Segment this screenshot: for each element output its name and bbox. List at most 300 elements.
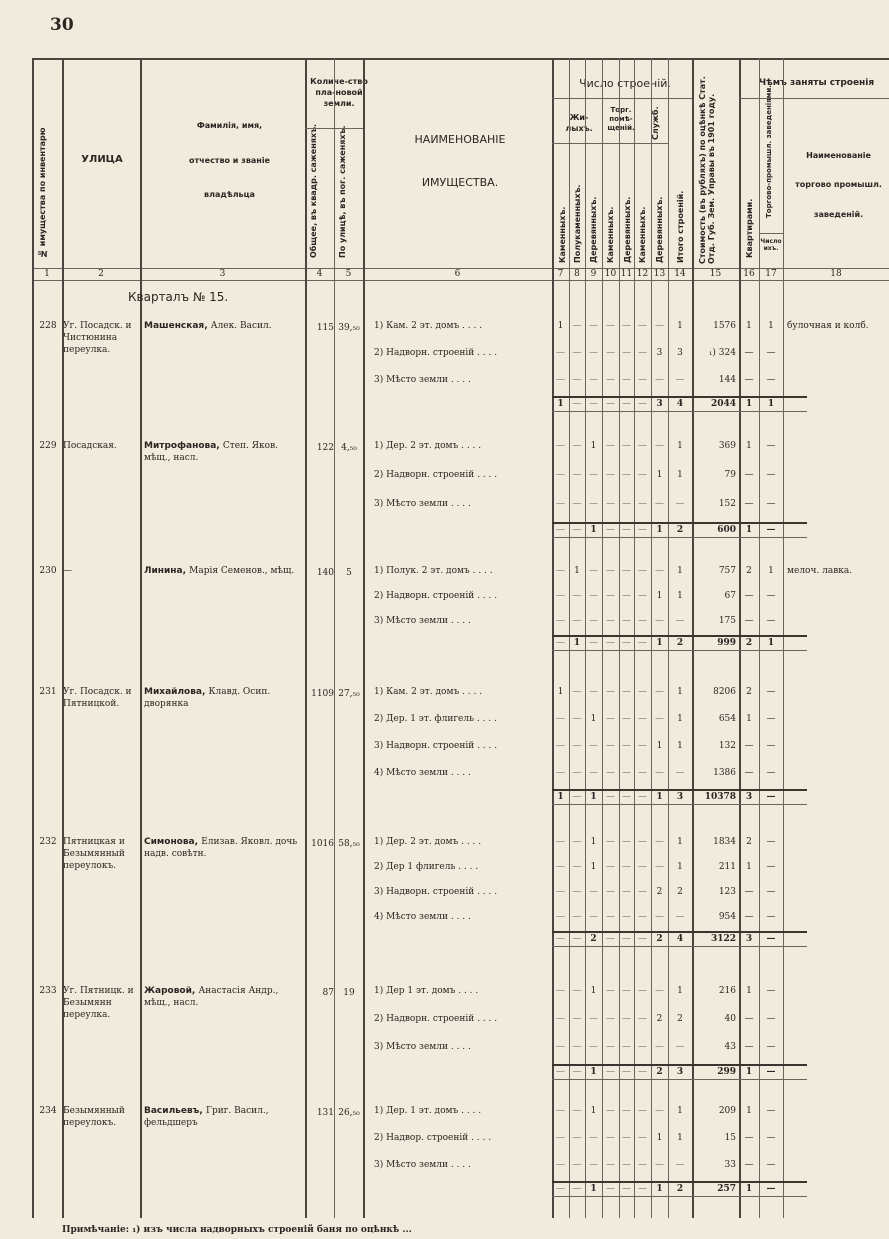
record-number: 233 (39, 986, 57, 996)
numbers-row-rule (32, 280, 889, 281)
item-c7: — (556, 1106, 565, 1116)
item-c9: — (589, 1133, 598, 1143)
total-c17: — (766, 525, 776, 535)
item-c12: — (638, 616, 647, 626)
item-c13: 2 (656, 887, 663, 897)
item-c9: — (589, 687, 598, 697)
record-frontage: 26,₅₀ (338, 1108, 360, 1118)
item-c7: — (556, 768, 565, 778)
item-c7: — (556, 1133, 565, 1143)
hdr-c13: Деревянныхъ. (655, 196, 664, 263)
owner-surname: Михайлова, (144, 687, 209, 697)
item-c8: — (572, 348, 582, 358)
item-c14: 2 (677, 1014, 683, 1024)
record-street: — (63, 566, 72, 576)
hdr-value: Стоимость (въ рубляхъ) по оцѣнкѣ Стат. Отд. Губ. Зем. Управы въ 1901 году. (698, 76, 716, 264)
totals-bottom-rule (552, 804, 807, 805)
item-c17: — (766, 616, 776, 626)
column-rule (62, 58, 64, 1218)
item-c14: 1 (677, 986, 683, 996)
owner-surname: Митрофанова, (144, 441, 223, 451)
item-value: 211 (718, 862, 736, 872)
item-c7: — (556, 441, 565, 451)
total-c11: — (622, 792, 631, 802)
record-owner (144, 985, 304, 1009)
item-c17: — (766, 862, 776, 872)
total-c7: — (556, 525, 565, 535)
item-value: 43 (724, 1042, 736, 1052)
count-subheader-rule (759, 233, 783, 234)
total-c14: 2 (676, 1184, 684, 1194)
item-c8: — (572, 1160, 582, 1170)
item-c13: — (655, 714, 664, 724)
record-street: Уг. Посадск. и Чистюнина переулка. (63, 321, 132, 355)
item-c12: — (638, 470, 647, 480)
item-c13: — (655, 1042, 664, 1052)
item-c8: — (572, 1133, 582, 1143)
item-c10: — (606, 862, 615, 872)
item-value: 175 (718, 616, 736, 626)
total-c16: 2 (745, 638, 753, 648)
record-owner (144, 686, 304, 710)
item-c17: — (766, 470, 776, 480)
item-c11: — (622, 321, 631, 331)
item-c10: — (606, 616, 615, 626)
item-c10: — (606, 687, 615, 697)
item-c7: — (556, 591, 565, 601)
owner-details: Григ. Васил., фельдшеръ (144, 1106, 269, 1128)
item-c9: — (589, 348, 598, 358)
column-number: 17 (765, 269, 777, 279)
hdr-c16: Квартирами. (745, 198, 754, 258)
total-c16: 1 (745, 1067, 753, 1077)
item-value: 132 (718, 741, 736, 751)
item-c10: — (606, 591, 615, 601)
owner-surname: Линина, (144, 566, 190, 576)
item-c11: — (622, 837, 631, 847)
item-c12: — (638, 1106, 647, 1116)
totals-bottom-rule (552, 1079, 807, 1080)
item-c14: 2 (677, 887, 683, 897)
item-c18: мелоч. лавка. (787, 566, 853, 576)
item-c14: 1 (677, 837, 683, 847)
item-c10: — (606, 1160, 615, 1170)
item-c11: — (622, 616, 631, 626)
total-c13: 1 (656, 1184, 663, 1194)
total-c10: — (606, 638, 615, 648)
hdr-c17-count: Число ихъ. (760, 238, 782, 252)
item-c10: — (606, 566, 615, 576)
total-c12: — (638, 1184, 647, 1194)
item-c14: 1 (677, 1133, 683, 1143)
item-c8: — (572, 470, 582, 480)
item-name: 3) Мѣсто земли . . . . (374, 375, 471, 385)
item-c10: — (606, 375, 615, 385)
record-area-total: 1016 (311, 839, 334, 849)
total-c14: 2 (676, 638, 684, 648)
record-owner (144, 836, 304, 860)
total-c8: 1 (573, 638, 581, 648)
column-rule (783, 58, 784, 1218)
hdr-c14: Итого строеній. (676, 190, 685, 263)
item-c11: — (622, 714, 631, 724)
column-number: 15 (709, 269, 722, 279)
total-c13: 1 (656, 792, 663, 802)
item-c13: — (655, 687, 664, 697)
item-c16: — (744, 1160, 754, 1170)
item-c10: — (606, 470, 615, 480)
total-c12: — (638, 1067, 647, 1077)
item-c11: — (622, 862, 631, 872)
item-c16: 2 (746, 687, 752, 697)
item-c10: — (606, 348, 615, 358)
item-c16: 1 (746, 714, 752, 724)
item-c14: 1 (677, 741, 683, 751)
item-c11: — (622, 1133, 631, 1143)
total-c8: — (572, 1184, 582, 1194)
total-c8: — (572, 399, 582, 409)
item-c17: — (766, 912, 776, 922)
item-c14: — (675, 375, 685, 385)
item-name: 4) Мѣсто земли . . . . (374, 768, 471, 778)
item-c12: — (638, 1014, 647, 1024)
item-c12: — (638, 862, 647, 872)
item-c16: — (744, 912, 754, 922)
item-c7: — (556, 1160, 565, 1170)
item-name: 1) Дер. 2 эт. домъ . . . . (374, 441, 482, 451)
item-c8: — (572, 862, 582, 872)
totals-bottom-rule (552, 946, 807, 947)
item-c13: — (655, 1160, 664, 1170)
item-c17: — (766, 837, 776, 847)
item-c10: — (606, 1133, 615, 1143)
item-c12: — (638, 348, 647, 358)
hdr-property-2: ИМУЩЕСТВА. (421, 176, 499, 189)
record-frontage: 39,₅₀ (338, 323, 360, 333)
item-name: 2) Дер. 1 эт. флигель . . . . (374, 714, 497, 724)
column-number: 8 (574, 269, 580, 279)
item-c17: 1 (768, 321, 774, 331)
record-street: Уг. Пятницк. и Безымянн переулка. (63, 986, 134, 1020)
item-c9: — (589, 768, 598, 778)
owner-details: Анастасія Андр., мѣщ., насл. (144, 986, 279, 1008)
item-c16: 1 (746, 321, 752, 331)
item-value: 1386 (713, 768, 736, 778)
item-c17: — (766, 887, 776, 897)
item-value: 152 (718, 499, 736, 509)
item-c13: — (655, 768, 664, 778)
item-c14: 1 (677, 591, 683, 601)
item-c16: — (744, 375, 754, 385)
item-c9: — (589, 499, 598, 509)
record-number: 230 (39, 566, 57, 576)
record-area-total: 122 (316, 443, 334, 453)
item-c13: — (655, 499, 664, 509)
record-area-total: 140 (316, 568, 334, 578)
item-name: 3) Мѣсто земли . . . . (374, 616, 471, 626)
total-c9: 2 (590, 934, 597, 944)
total-c9: — (589, 638, 598, 648)
item-c14: 3 (677, 348, 683, 358)
item-c17: — (766, 986, 776, 996)
total-c10: — (606, 1067, 615, 1077)
total-c11: — (622, 638, 631, 648)
item-c7: — (556, 470, 565, 480)
total-value: 10378 (704, 792, 736, 802)
item-c10: — (606, 321, 615, 331)
item-c8: — (572, 616, 582, 626)
hdr-area-total: Общее, въ квадр. саженяхъ. (309, 123, 318, 258)
item-c11: — (622, 375, 631, 385)
record-street: Пятницкая и Безымянный переулокъ. (63, 837, 125, 871)
total-c13: 3 (656, 399, 663, 409)
record-area-total: 115 (316, 323, 334, 333)
item-c14: 1 (677, 1106, 683, 1116)
total-c12: — (638, 934, 647, 944)
item-c9: — (589, 566, 598, 576)
item-c17: — (766, 348, 776, 358)
total-c14: 2 (676, 525, 684, 535)
item-c14: — (675, 768, 685, 778)
total-c9: 1 (590, 1067, 597, 1077)
total-value: 2044 (710, 399, 736, 409)
item-c12: — (638, 375, 647, 385)
total-c13: 2 (656, 1067, 663, 1077)
item-name: 1) Дер. 1 эт. домъ . . . . (374, 1106, 482, 1116)
item-c17: — (766, 375, 776, 385)
record-number: 231 (39, 687, 57, 697)
item-c13: — (655, 862, 664, 872)
item-c9: 1 (590, 714, 597, 724)
item-c16: — (744, 616, 754, 626)
owner-details: Степ. Яков. мѣщ., насл. (144, 441, 278, 463)
item-c8: — (572, 687, 582, 697)
item-c7: — (556, 912, 565, 922)
item-c9: 1 (590, 441, 597, 451)
hdr-land-group: Количе-ство пла-новой земли. (310, 77, 368, 108)
item-value: 144 (718, 375, 736, 385)
record-owner (144, 1105, 304, 1129)
item-c12: — (638, 741, 647, 751)
item-c10: — (606, 1042, 615, 1052)
item-c11: — (622, 768, 631, 778)
hdr-owner-1: Фамилія, имя, (196, 121, 263, 130)
item-value: 123 (718, 887, 736, 897)
item-name: 2) Надвор. строеній . . . . (374, 1133, 492, 1143)
total-c9: 1 (590, 525, 597, 535)
total-c17: — (766, 1184, 776, 1194)
item-c8: — (572, 375, 582, 385)
item-c16: — (744, 348, 754, 358)
record-area-total: 1109 (311, 689, 334, 699)
hdr-col1: № имущества по инвентарю (38, 127, 47, 258)
total-c14: 3 (676, 1067, 684, 1077)
item-c14: — (675, 616, 685, 626)
item-name: 1) Кам. 2 эт. домъ . . . . (374, 321, 483, 331)
hdr-c9: Деревянныхъ. (589, 196, 598, 263)
record-frontage: 4,₅₀ (341, 443, 357, 453)
hdr-street: УЛИЦА (81, 154, 123, 165)
hdr-c11: Деревянныхъ. (623, 196, 632, 263)
item-c16: — (744, 470, 754, 480)
totals-bottom-rule (552, 537, 807, 538)
column-number: 9 (590, 269, 597, 279)
total-c13: 1 (656, 525, 663, 535)
record-street: Посадская. (63, 441, 117, 451)
owner-surname: Машенская, (144, 321, 211, 331)
column-number: 6 (454, 269, 461, 279)
hdr-c8: Полукаменныхъ. (573, 184, 582, 263)
total-c17: — (766, 792, 776, 802)
item-name: 1) Дер. 2 эт. домъ . . . . (374, 837, 482, 847)
item-c16: 1 (746, 1106, 752, 1116)
item-c14: — (675, 499, 685, 509)
total-c11: — (622, 1067, 631, 1077)
item-c16: 1 (746, 862, 752, 872)
item-c9: — (589, 1014, 598, 1024)
total-c17: — (766, 934, 776, 944)
item-c12: — (638, 591, 647, 601)
item-c10: — (606, 837, 615, 847)
item-name: 2) Дер 1 флигель . . . . (374, 862, 479, 872)
record-owner (144, 320, 304, 332)
total-c17: — (766, 1067, 776, 1077)
totals-bottom-rule (552, 411, 807, 412)
column-rule (334, 58, 335, 1218)
record-frontage: 19 (343, 988, 355, 998)
item-c8: — (572, 912, 582, 922)
item-c14: 1 (677, 441, 683, 451)
item-c12: — (638, 714, 647, 724)
item-c11: — (622, 591, 631, 601)
item-c12: — (638, 912, 647, 922)
item-c12: — (638, 768, 647, 778)
item-c16: — (744, 591, 754, 601)
item-c8: — (572, 986, 582, 996)
item-name: 2) Надворн. строеній . . . . (374, 591, 498, 601)
item-c11: — (622, 348, 631, 358)
item-c12: — (638, 687, 647, 697)
item-c11: — (622, 687, 631, 697)
item-c13: — (655, 566, 664, 576)
total-c13: 1 (656, 638, 663, 648)
hdr-buildings-group: Число строеній. (579, 77, 671, 90)
item-c7: — (556, 837, 565, 847)
item-value: 216 (718, 986, 736, 996)
hdr-occupied-group: Чѣмъ заняты строенія (758, 78, 875, 88)
total-c16: 3 (745, 934, 753, 944)
item-c14: 1 (677, 862, 683, 872)
owner-details: Клавд. Осип. дворянка (144, 687, 271, 709)
item-c14: — (675, 1042, 685, 1052)
total-c10: — (606, 399, 615, 409)
record-number: 229 (39, 441, 57, 451)
item-c17: — (766, 1106, 776, 1116)
item-c13: — (655, 441, 664, 451)
item-c16: 2 (746, 566, 752, 576)
item-c17: — (766, 741, 776, 751)
item-c8: — (572, 321, 582, 331)
column-number: 2 (98, 269, 104, 279)
item-c12: — (638, 1160, 647, 1170)
item-name: 2) Надворн. строеній . . . . (374, 348, 498, 358)
column-number: 1 (44, 269, 50, 279)
item-c12: — (638, 837, 647, 847)
hdr-residential: Жи-лыхъ. (565, 113, 593, 133)
record-frontage: 5 (346, 568, 352, 578)
total-c17: 1 (767, 399, 775, 409)
item-name: 3) Надворн. строеній . . . . (374, 741, 498, 751)
total-c12: — (638, 792, 647, 802)
column-number: 16 (743, 269, 755, 279)
total-c12: — (638, 525, 647, 535)
owner-surname: Симонова, (144, 837, 202, 847)
total-c16: 1 (745, 525, 753, 535)
occupied-subheader-rule (739, 98, 889, 99)
item-c9: 1 (590, 1106, 597, 1116)
item-c7: — (556, 616, 565, 626)
item-value: 954 (718, 912, 736, 922)
hdr-property-1: НАИМЕНОВАНІЕ (414, 133, 506, 146)
item-c8: — (572, 441, 582, 451)
hdr-c17: Торгово-промышл. заведеніями. (765, 85, 773, 218)
item-c11: — (622, 1014, 631, 1024)
item-c10: — (606, 441, 615, 451)
item-c8: — (572, 591, 582, 601)
total-c10: — (606, 1184, 615, 1194)
total-c10: — (606, 792, 615, 802)
item-c11: — (622, 912, 631, 922)
record-number: 234 (39, 1106, 57, 1116)
item-c7: — (556, 862, 565, 872)
item-c14: 1 (677, 714, 683, 724)
item-value: 15 (724, 1133, 736, 1143)
item-c16: — (744, 768, 754, 778)
item-c7: 1 (557, 321, 564, 331)
item-c11: — (622, 470, 631, 480)
item-c9: — (589, 1160, 598, 1170)
column-number: 13 (653, 269, 666, 279)
record-street: Безымянный переулокъ. (63, 1106, 125, 1128)
item-value: 1576 (713, 321, 736, 331)
totals-bottom-rule (552, 1196, 807, 1197)
item-c9: 1 (590, 986, 597, 996)
item-c17: — (766, 687, 776, 697)
item-c12: — (638, 1042, 647, 1052)
total-c11: — (622, 1184, 631, 1194)
item-c11: — (622, 566, 631, 576)
record-owner (144, 565, 304, 577)
item-c9: — (589, 887, 598, 897)
item-c9: — (589, 1042, 598, 1052)
item-c11: — (622, 441, 631, 451)
item-c14: — (675, 912, 685, 922)
item-c11: — (622, 1106, 631, 1116)
total-c7: — (556, 934, 565, 944)
table-top-rule (32, 58, 889, 60)
item-c9: — (589, 321, 598, 331)
item-c12: — (638, 321, 647, 331)
item-c17: — (766, 1042, 776, 1052)
item-c8: — (572, 1042, 582, 1052)
hdr-frontage: По улицѣ, въ пог. саженяхъ. (338, 125, 347, 258)
item-c9: 1 (590, 837, 597, 847)
item-name: 4) Мѣсто земли . . . . (374, 912, 471, 922)
item-c11: — (622, 741, 631, 751)
total-value: 299 (717, 1067, 736, 1077)
hdr-trade: Торг. помѣ-щеній. (607, 106, 635, 132)
item-c7: — (556, 986, 565, 996)
